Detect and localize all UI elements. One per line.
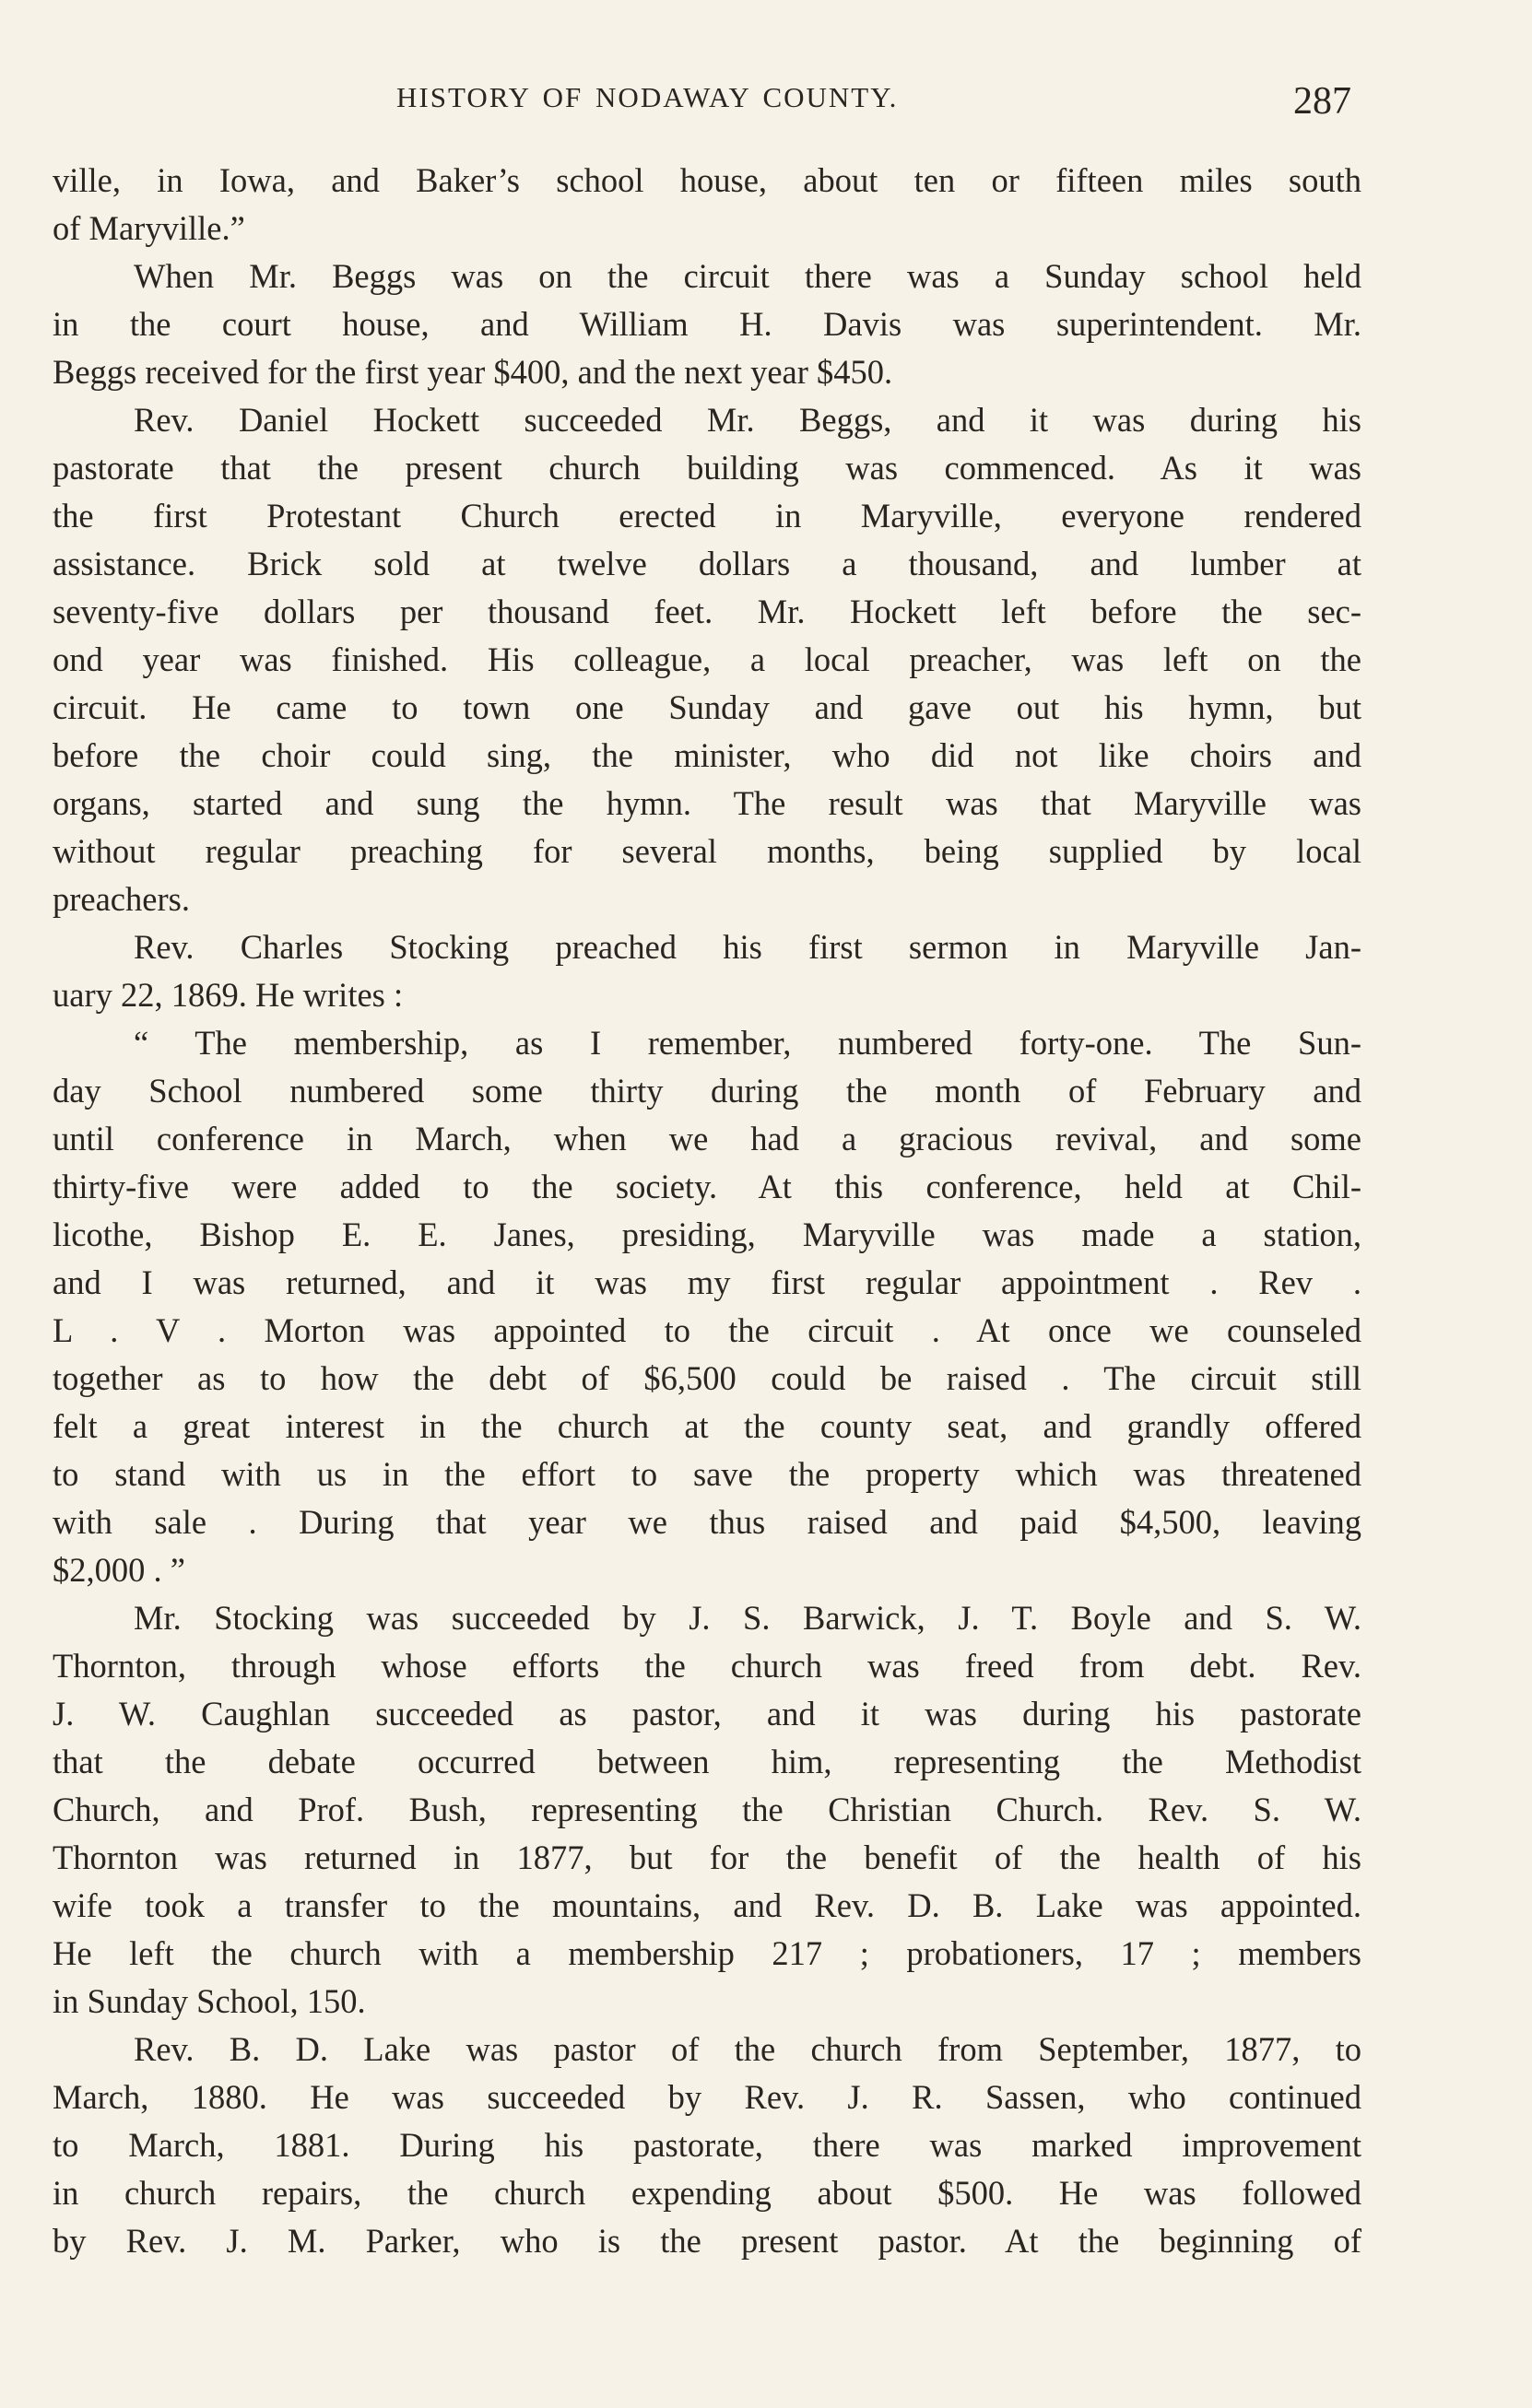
text-line: and I was returned, and it was my first regular appointment . Rev . xyxy=(53,1263,1361,1301)
text-line: that the debate occurred between him, representing the Methodist xyxy=(53,1743,1361,1780)
paragraph-first-line: Mr. Stocking was succeeded by J. S. Barwick, J. T. Boyle and S. W. xyxy=(134,1599,1361,1637)
text-line: L . V . Morton was appointed to the circuit . At once we counseled xyxy=(53,1311,1361,1349)
text-line: before the choir could sing, the minister, who did not like choirs and xyxy=(53,736,1361,774)
text-line: with sale . During that year we thus raised and paid $4,500, leaving xyxy=(53,1503,1361,1541)
paragraph-first-line: Rev. Charles Stocking preached his first sermon in Maryville Jan- xyxy=(134,928,1361,966)
text-line: organs, started and sung the hymn. The result was that Maryville was xyxy=(53,784,1361,822)
text-line: circuit. He came to town one Sunday and gave out his hymn, but xyxy=(53,688,1361,726)
text-line: March, 1880. He was succeeded by Rev. J. R. Sassen, who continued xyxy=(53,2078,1361,2116)
text-line: of Maryville.” xyxy=(53,209,245,247)
text-line: $2,000 . ” xyxy=(53,1551,185,1589)
page-number: 287 xyxy=(1293,80,1351,123)
text-line: uary 22, 1869. He writes : xyxy=(53,976,404,1014)
text-line: Thornton, through whose efforts the church was freed from debt. Rev. xyxy=(53,1647,1361,1685)
text-line: by Rev. J. M. Parker, who is the present pastor. At the beginning of xyxy=(53,2222,1361,2260)
text-line: seventy-five dollars per thousand feet. Mr. Hockett left before the sec- xyxy=(53,593,1361,630)
text-line: in Sunday School, 150. xyxy=(53,1982,366,2020)
text-line: preachers. xyxy=(53,880,190,918)
text-line: in church repairs, the church expending about $500. He was followed xyxy=(53,2174,1361,2212)
text-line: thirty-five were added to the society. At this conference, held at Chil- xyxy=(53,1168,1361,1205)
text-line: ville, in Iowa, and Baker’s school house, about ten or fifteen miles south xyxy=(53,161,1361,199)
paragraph-first-line: When Mr. Beggs was on the circuit there was a Sunday school held xyxy=(134,257,1361,295)
text-line: the first Protestant Church erected in Maryville, everyone rendered xyxy=(53,497,1361,534)
paragraph-first-line: Rev. Daniel Hockett succeeded Mr. Beggs, and it was during his xyxy=(134,401,1361,439)
paragraph-first-line: Rev. B. D. Lake was pastor of the church from September, 1877, to xyxy=(134,2030,1361,2068)
text-line: to stand with us in the effort to save the property which was threatened xyxy=(53,1455,1361,1493)
text-line: J. W. Caughlan succeeded as pastor, and it was during his pastorate xyxy=(53,1695,1361,1733)
paragraph-first-line: “ The membership, as I remember, numbered forty-one. The Sun- xyxy=(134,1024,1361,1062)
text-line: in the court house, and William H. Davis was superintendent. Mr. xyxy=(53,305,1361,343)
text-line: until conference in March, when we had a gracious revival, and some xyxy=(53,1120,1361,1157)
text-line: day School numbered some thirty during the month of February and xyxy=(53,1072,1361,1110)
text-line: pastorate that the present church building was commenced. As it was xyxy=(53,449,1361,487)
text-line: wife took a transfer to the mountains, and Rev. D. B. Lake was appointed. xyxy=(53,1886,1361,1924)
text-line: together as to how the debt of $6,500 could be raised . The circuit still xyxy=(53,1359,1361,1397)
text-line: to March, 1881. During his pastorate, there was marked improvement xyxy=(53,2126,1361,2164)
text-line: licothe, Bishop E. E. Janes, presiding, Maryville was made a station, xyxy=(53,1216,1361,1253)
text-line: He left the church with a membership 217 ; probationers, 17 ; members xyxy=(53,1934,1361,1972)
text-line: Thornton was returned in 1877, but for the benefit of the health of his xyxy=(53,1838,1361,1876)
running-head xyxy=(0,81,1532,127)
text-line: felt a great interest in the church at the county seat, and grandly offered xyxy=(53,1407,1361,1445)
text-line: ond year was finished. His colleague, a local preacher, was left on the xyxy=(53,640,1361,678)
text-line: Beggs received for the first year $400, and the next year $450. xyxy=(53,353,893,391)
text-line: assistance. Brick sold at twelve dollars a thousand, and lumber at xyxy=(53,545,1361,582)
running-title: HISTORY OF NODAWAY COUNTY. xyxy=(396,81,899,113)
text-line: without regular preaching for several months, being supplied by local xyxy=(53,832,1361,870)
text-line: Church, and Prof. Bush, representing the Christian Church. Rev. S. W. xyxy=(53,1791,1361,1828)
